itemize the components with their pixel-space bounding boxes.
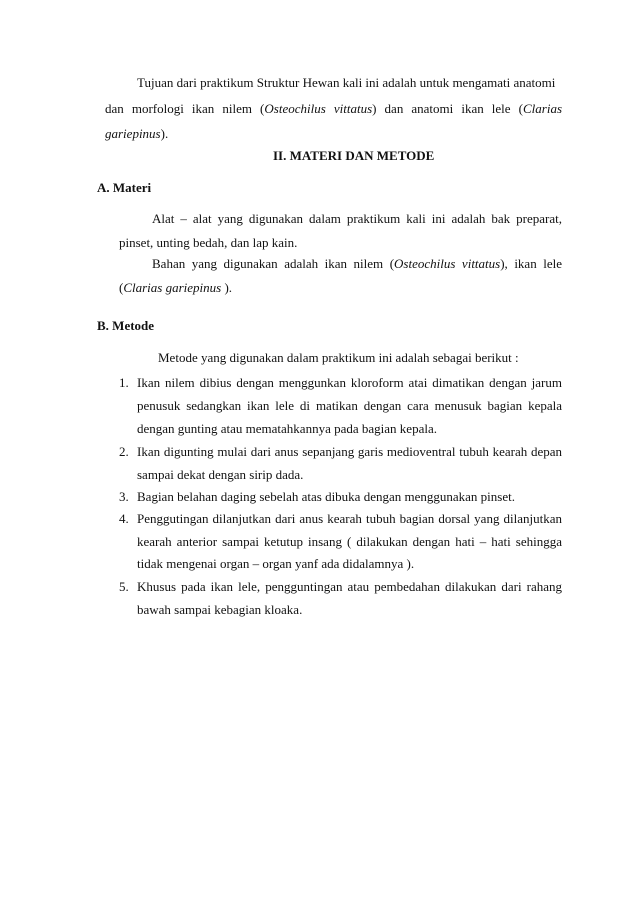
metode-heading: B. Metode: [97, 318, 155, 333]
materi-p2-line-1: Bahan yang digunakan adalah ikan nilem (Osteochilus vittatus), ikan lele: [152, 256, 562, 271]
intro-line-2: dan morfologi ikan nilem (Osteochilus vittatus) dan anatomi ikan lele (Clarias: [105, 101, 562, 116]
list-item-4-line-2: kearah anterior sampai ketutup insang ( dilakukan dengan hati – hati sehingga: [137, 534, 562, 549]
metode-intro: Metode yang digunakan dalam praktikum ini adalah sebagai berikut :: [158, 350, 519, 365]
list-item-4-line-3: tidak mengenai organ – organ yanf ada didalamnya ).: [137, 556, 415, 571]
list-item-1-line-3: dengan gunting atau mematahkannya pada bagian kepala.: [137, 421, 437, 436]
list-item-number: 4.: [119, 511, 129, 526]
intro-line-1: Tujuan dari praktikum Struktur Hewan kali ini adalah untuk mengamati anatomi: [137, 75, 556, 90]
list-item-3-line-1: Bagian belahan daging sebelah atas dibuka dengan menggunakan pinset.: [137, 489, 515, 504]
list-item-2-line-2: sampai dekat dengan sirip dada.: [137, 467, 304, 482]
materi-p1-line-2: pinset, unting bedah, dan lap kain.: [119, 235, 298, 250]
list-item-4-line-1: Penggutingan dilanjutkan dari anus kearah tubuh bagian dorsal yang dilanjutkan: [137, 511, 562, 526]
list-item-1-line-2: penusuk sedangkan ikan lele di matikan dengan cara menusuk bagian kepala: [137, 398, 562, 413]
list-item-1-line-1: Ikan nilem dibius dengan menggunkan kloroform atai dimatikan dengan jarum: [137, 375, 562, 390]
list-item-number: 5.: [119, 579, 129, 594]
list-item-number: 3.: [119, 489, 129, 504]
section-title: II. MATERI DAN METODE: [273, 148, 435, 163]
materi-heading: A. Materi: [97, 180, 152, 195]
list-item-number: 1.: [119, 375, 129, 390]
list-item-5-line-1: Khusus pada ikan lele, pengguntingan atau pembedahan dilakukan dari rahang: [137, 579, 562, 594]
list-item-5-line-2: bawah sampai kebagian kloaka.: [137, 602, 303, 617]
materi-p2-line-2: (Clarias gariepinus ).: [119, 280, 233, 295]
intro-line-3: gariepinus).: [105, 126, 169, 141]
list-item-2-line-1: Ikan digunting mulai dari anus sepanjang garis medioventral tubuh kearah depan: [137, 444, 562, 459]
list-item-number: 2.: [119, 444, 129, 459]
materi-p1-line-1: Alat – alat yang digunakan dalam praktikum kali ini adalah bak preparat,: [152, 211, 562, 226]
